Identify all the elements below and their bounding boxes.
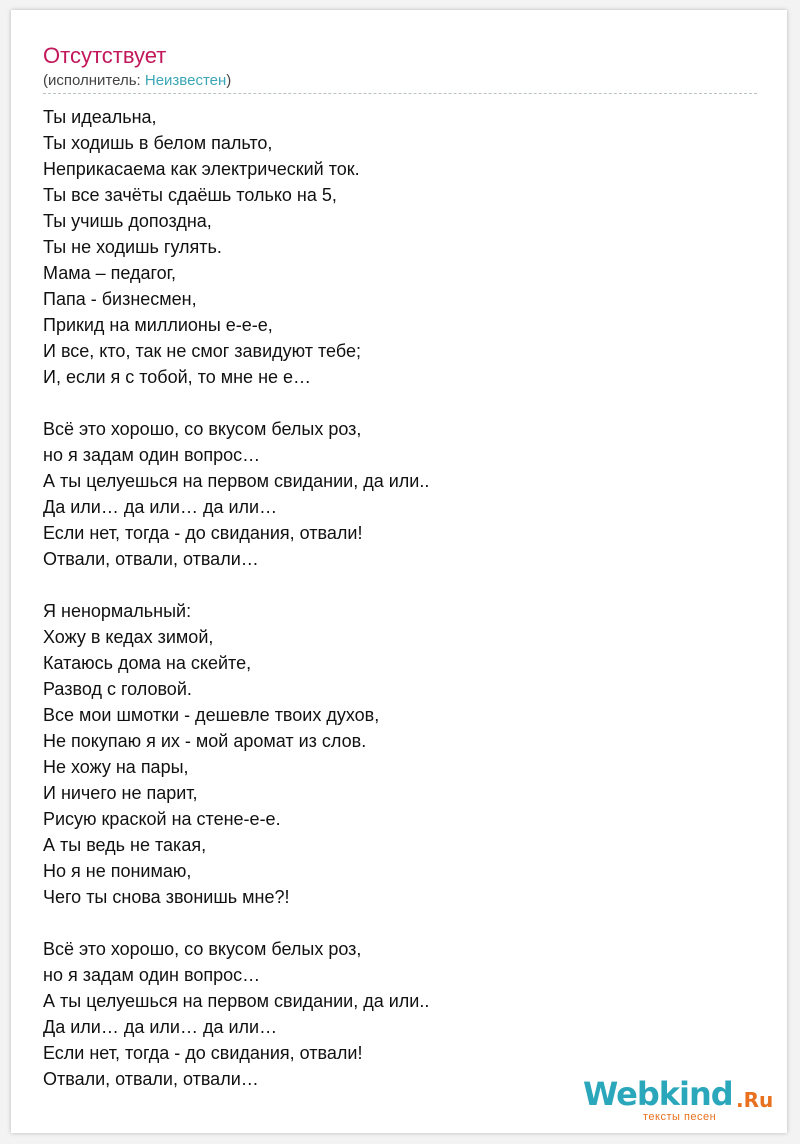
- logo-wordmark: Webkind: [583, 1075, 733, 1113]
- lyric-line: Всё это хорошо, со вкусом белых роз,: [43, 419, 362, 439]
- lyric-line: Ты все зачёты сдаёшь только на 5,: [43, 185, 337, 205]
- lyric-line: А ты целуешься на первом свидании, да или..: [43, 471, 430, 491]
- lyric-line: И ничего не парит,: [43, 783, 198, 803]
- lyric-line: А ты целуешься на первом свидании, да или..: [43, 991, 430, 1011]
- lyric-line: но я задам один вопрос…: [43, 965, 261, 985]
- artist-name-link[interactable]: Неизвестен: [144, 72, 227, 89]
- lyric-line: Ты ходишь в белом пальто,: [43, 133, 273, 153]
- logo-tagline: тексты песен: [643, 1111, 717, 1123]
- stanza-break: [43, 572, 429, 598]
- lyric-line: Папа - бизнесмен,: [43, 289, 197, 309]
- lyric-line: Ты учишь допоздна,: [43, 211, 212, 231]
- lyric-line: Катаюсь дома на скейте,: [43, 653, 252, 673]
- lyric-line: Прикид на миллионы е-е-е,: [43, 315, 273, 335]
- lyric-line: Неприкасаема как электрический ток.: [43, 159, 360, 179]
- lyric-line: Если нет, тогда - до свидания, отвали!: [43, 1043, 363, 1063]
- lyric-line: Все мои шмотки - дешевле твоих духов,: [43, 705, 380, 725]
- lyric-line: И все, кто, так не смог завидуют тебе;: [43, 341, 361, 361]
- artist-suffix: ): [226, 72, 232, 89]
- lyric-line: А ты ведь не такая,: [43, 835, 207, 855]
- lyric-line: И, если я с тобой, то мне не е…: [43, 367, 312, 387]
- title-divider: [43, 93, 757, 94]
- lyric-line: Если нет, тогда - до свидания, отвали!: [43, 523, 363, 543]
- lyric-line: Я ненормальный:: [43, 601, 192, 621]
- lyric-line: Чего ты снова звонишь мне?!: [43, 887, 290, 907]
- lyric-line: Развод с головой.: [43, 679, 192, 699]
- lyric-line: Мама – педагог,: [43, 263, 177, 283]
- artist-prefix: (исполнитель:: [43, 72, 145, 89]
- lyric-line: но я задам один вопрос…: [43, 445, 261, 465]
- site-logo[interactable]: [583, 1075, 783, 1125]
- artist-line: [43, 72, 231, 90]
- lyric-line: Отвали, отвали, отвали…: [43, 1069, 259, 1089]
- lyric-line: Рисую краской на стене-е-е.: [43, 809, 281, 829]
- stanza-break: [43, 910, 429, 936]
- logo-tld: .Ru: [736, 1088, 774, 1112]
- lyric-line: Да или… да или… да или…: [43, 1017, 278, 1037]
- lyric-line: Ты не ходишь гулять.: [43, 237, 222, 257]
- stanza-break: [43, 390, 429, 416]
- lyric-line: Ты идеальна,: [43, 107, 157, 127]
- lyric-line: Да или… да или… да или…: [43, 497, 278, 517]
- lyrics-text: [43, 104, 429, 1092]
- lyric-line: Отвали, отвали, отвали…: [43, 549, 259, 569]
- lyric-line: Всё это хорошо, со вкусом белых роз,: [43, 939, 362, 959]
- lyric-line: Не хожу на пары,: [43, 757, 189, 777]
- song-title: Отсутствует: [43, 43, 167, 68]
- lyric-line: Не покупаю я их - мой аромат из слов.: [43, 731, 367, 751]
- lyric-line: Но я не понимаю,: [43, 861, 192, 881]
- lyric-line: Хожу в кедах зимой,: [43, 627, 214, 647]
